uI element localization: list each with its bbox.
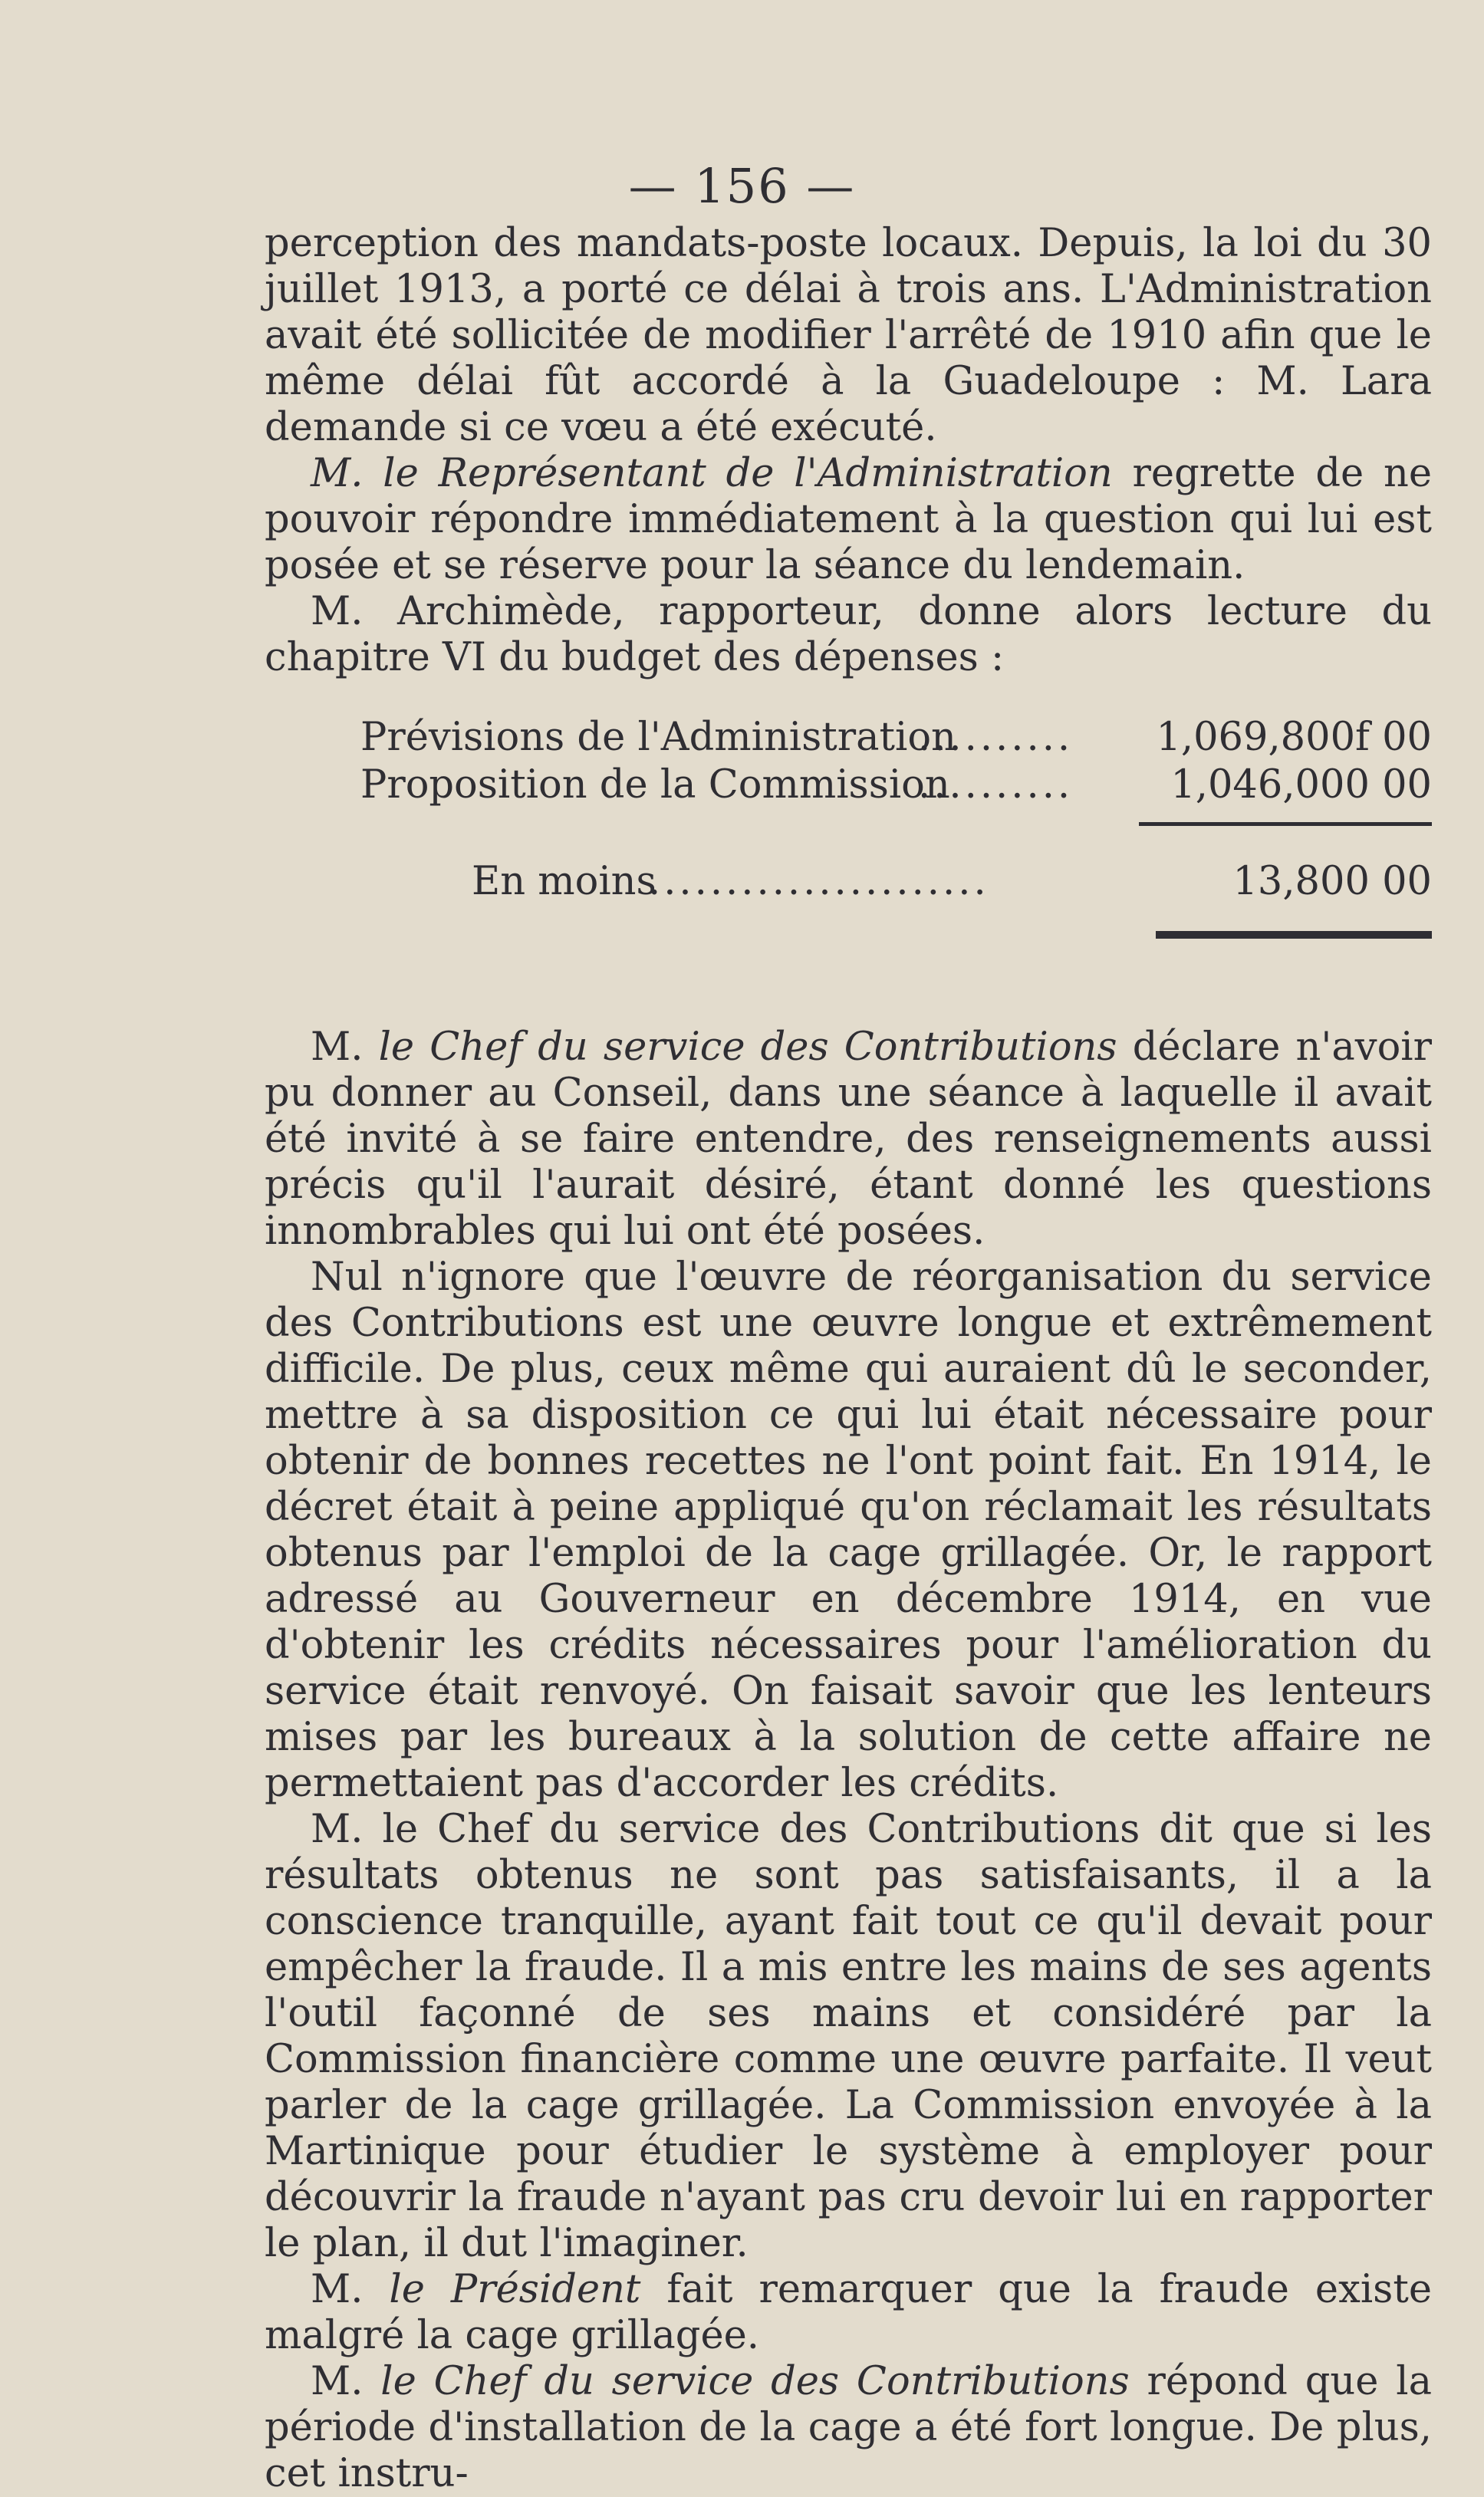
paragraph-6: M. le Chef du service des Contributions dit que si les résultats obtenus ne sont pas satisfaisants, il a la conscience tranquille, ayant fait tout ce qu'il devait pour empêcher la fraude. Il a mis entre les mains de ses agents l'outil façonné de ses mains et considéré par la Commission financière comme une œuvre parfaite. Il veut parler de la cage grillagée. La Commission envoyée à la Martinique pour étudier le système à employer pour découvrir la fraude n'ayant pas cru devoir lui en rapporter le plan, il dut l'imaginer. [265, 1807, 1432, 2266]
total-rule [1156, 931, 1432, 939]
page-number: — 156 — [628, 158, 856, 214]
speaker-president: le Président [389, 2267, 641, 2312]
paragraph-1: perception des mandats-poste locaux. Depuis, la loi du 30 juillet 1913, a porté ce délai à trois ans. L'Administration avait été sollicitée de modifier l'arrêté de 1910 afin que le même délai fût accordé à la Guadeloupe : M. Lara demande si ce vœu a été exécuté. [265, 221, 1432, 450]
table-row-proposition [265, 762, 1432, 808]
speaker-representant: M. le Représentant de l'Administration [311, 451, 1113, 496]
table-row-previsions [265, 715, 1432, 761]
row-label: En moins [472, 859, 656, 904]
row-leader-dots: .......... [918, 762, 1074, 808]
paragraph-2: M. le Représentant de l'Administration regrette de ne pouvoir répondre immédiatement à la question qui lui est posée et se réserve pour la séance du lendemain. [265, 451, 1432, 588]
budget-table [265, 715, 1432, 1025]
row-leader-dots: ...................... [648, 859, 989, 904]
paragraph-3: M. Archimède, rapporteur, donne alors lecture du chapitre VI du budget des dépenses : [265, 589, 1432, 680]
row-label: Prévisions de l'Administration [360, 715, 956, 760]
row-amount: 1,046,000 00 [1170, 762, 1432, 808]
paragraph-4: M. le Chef du service des Contributions déclare n'avoir pu donner au Conseil, dans une séance à laquelle il avait été invité à se faire entendre, des renseignements aussi précis qu'il l'aurait désiré, étant donné les questions innombrables qui lui ont été posées. [265, 1025, 1432, 1254]
speaker-chef-contributions: le Chef du service des Contributions [380, 2359, 1130, 2404]
row-amount: 1,069,800f 00 [1156, 715, 1432, 760]
body-text [265, 221, 1432, 2497]
row-leader-dots: .......... [918, 715, 1074, 760]
paragraph-8: M. le Chef du service des Contributions répond que la période d'installation de la cage a été fort longue. De plus, cet instru- [265, 2359, 1432, 2496]
paragraph-5: Nul n'ignore que l'œuvre de réorganisation du service des Contributions est une œuvre longue et extrêmement difficile. De plus, ceux même qui auraient dû le seconder, mettre à sa disposition ce qui lui était nécessaire pour obtenir de bonnes recettes ne l'ont point fait. En 1914, le décret était à peine appliqué qu'on réclamait les résultats obtenus par l'emploi de la cage grillagée. Or, le rapport adressé au Gouverneur en décembre 1914, en vue d'obtenir les crédits nécessaires pour l'amélioration du service était renvoyé. On faisait savoir que les lenteurs mises par les bureaux à la solution de cette affaire ne permettaient pas d'accorder les crédits. [265, 1255, 1432, 1806]
sum-rule [1139, 822, 1432, 826]
paragraph-7: M. le Président fait remarquer que la fraude existe malgré la cage grillagée. [265, 2267, 1433, 2358]
row-label: Proposition de la Commission [360, 762, 950, 808]
table-row-difference [265, 859, 1432, 905]
speaker-chef-contributions: le Chef du service des Contributions [378, 1025, 1117, 1070]
row-amount: 13,800 00 [1232, 859, 1432, 904]
